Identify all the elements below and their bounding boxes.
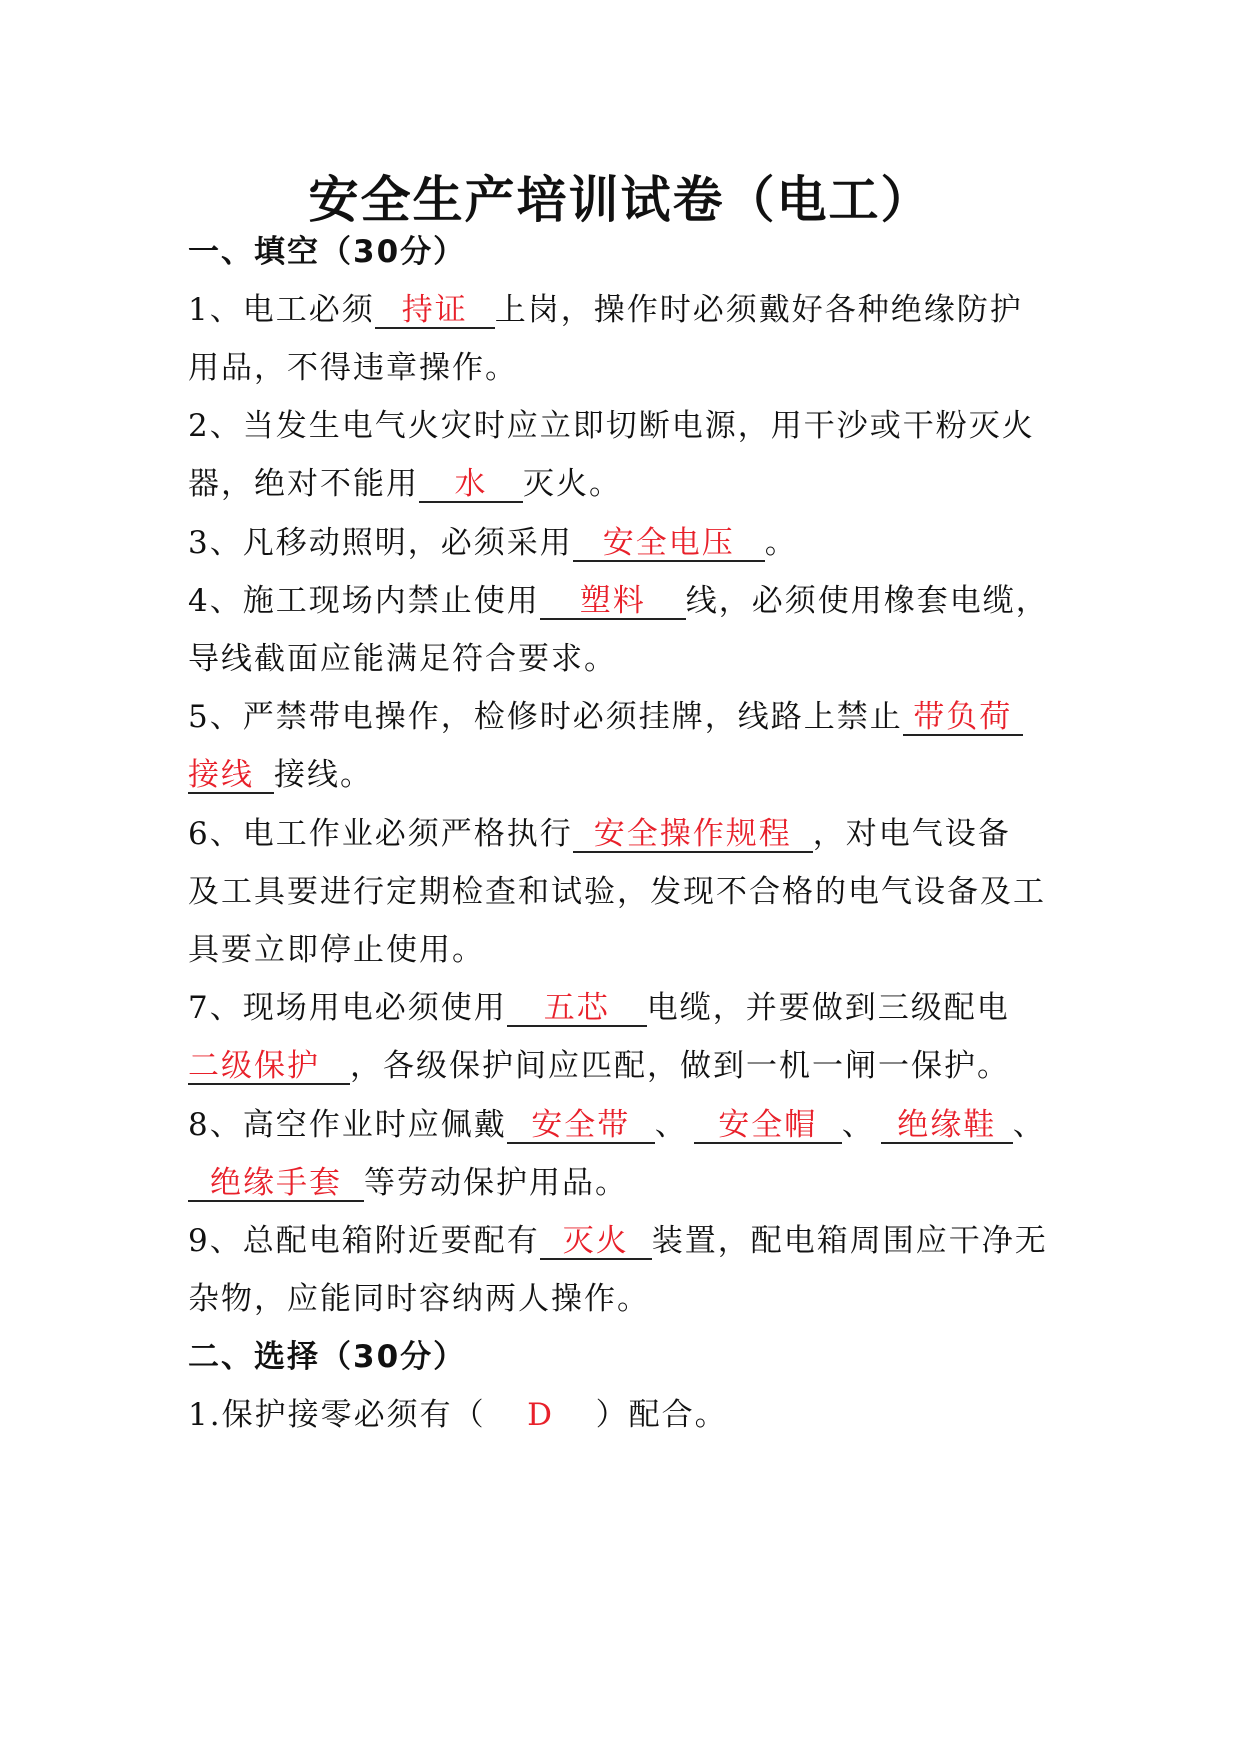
answer-blank: 安全电压 xyxy=(573,526,765,562)
question-text: 上岗，操作时必须戴好各种绝缘防护 xyxy=(494,292,1023,328)
question-4-line-2: 导线截面应能满足符合要求。 xyxy=(188,641,617,677)
question-text: 8、高空作业时应佩戴 xyxy=(188,1107,507,1143)
question-text: 6、电工作业必须严格执行 xyxy=(188,816,573,852)
question-2-line-1: 2、当发生电气火灾时应立即切断电源，用干沙或干粉灭火 xyxy=(188,408,1035,444)
question-9-line-2: 杂物，应能同时容纳两人操作。 xyxy=(188,1281,650,1317)
answer-blank: 带负荷 xyxy=(903,700,1023,736)
question-text: 灭火。 xyxy=(523,466,622,502)
question-text: 4、施工现场内禁止使用 xyxy=(188,583,540,619)
section-heading-fill-blank: 一、填空（30分） xyxy=(188,234,467,270)
question-text: 等劳动保护用品。 xyxy=(364,1165,628,1201)
question-text: 3、凡移动照明，必须采用 xyxy=(188,525,573,561)
question-3-line-1 xyxy=(188,523,798,563)
answer-blank: 安全帽 xyxy=(694,1108,842,1144)
question-4-line-1 xyxy=(188,581,1049,621)
question-text: 接线。 xyxy=(274,757,373,793)
question-text: 7、现场用电必须使用 xyxy=(188,990,507,1026)
question-text: ，各级保护间应匹配，做到一机一闸一保护。 xyxy=(350,1048,1010,1084)
question-text: ）配合。 xyxy=(595,1397,728,1433)
answer-blank: 持证 xyxy=(375,293,495,329)
answer-blank: 塑料 xyxy=(540,584,686,620)
answer-blank: 五芯 xyxy=(507,991,647,1027)
question-text: ，对电气设备 xyxy=(812,816,1011,852)
separator: 、 xyxy=(841,1107,875,1143)
question-1-line-2: 用品，不得违章操作。 xyxy=(188,350,518,386)
page-title: 安全生产培训试卷（电工） xyxy=(308,171,933,229)
question-text: 1.保护接零必须有（ xyxy=(188,1397,486,1433)
question-6-line-2: 及工具要进行定期检查和试验，发现不合格的电气设备及工 xyxy=(188,874,1046,910)
answer-blank: 安全带 xyxy=(507,1108,655,1144)
question-text: 装置，配电箱周围应干净无 xyxy=(651,1223,1048,1259)
question-9-line-1 xyxy=(188,1221,1048,1261)
question-1-line-1 xyxy=(188,290,1023,330)
choice-question-1 xyxy=(188,1395,728,1435)
answer-blank: 灭火 xyxy=(540,1224,652,1260)
question-text: 器，绝对不能用 xyxy=(188,466,419,502)
question-6-line-1 xyxy=(188,814,1011,854)
question-8-line-2 xyxy=(188,1163,628,1203)
question-text: 。 xyxy=(764,525,798,561)
answer-blank: 绝缘鞋 xyxy=(881,1108,1013,1144)
separator: 、 xyxy=(1012,1107,1046,1143)
question-5-line-1 xyxy=(188,697,1023,737)
answer-choice: D xyxy=(527,1397,554,1433)
answer-blank: 接线 xyxy=(188,758,274,794)
question-text: 电缆，并要做到三级配电 xyxy=(646,990,1010,1026)
section-heading-multiple-choice: 二、选择（30分） xyxy=(188,1339,467,1375)
answer-blank: 绝缘手套 xyxy=(188,1166,364,1202)
question-2-line-2 xyxy=(188,464,622,504)
answer-blank: 安全操作规程 xyxy=(573,817,813,853)
question-7-line-2 xyxy=(188,1046,1010,1086)
question-text: 1、电工必须 xyxy=(188,292,375,328)
question-7-line-1 xyxy=(188,988,1010,1028)
question-6-line-3: 具要立即停止使用。 xyxy=(188,932,485,968)
question-5-line-2 xyxy=(188,755,373,795)
answer-blank: 二级保护 xyxy=(188,1049,350,1085)
question-text: 9、总配电箱附近要配有 xyxy=(188,1223,540,1259)
separator: 、 xyxy=(654,1107,688,1143)
question-text: 5、严禁带电操作，检修时必须挂牌，线路上禁止 xyxy=(188,699,903,735)
question-text: 线，必须使用橡套电缆， xyxy=(685,583,1049,619)
question-8-line-1 xyxy=(188,1105,1046,1145)
answer-blank: 水 xyxy=(419,467,523,503)
